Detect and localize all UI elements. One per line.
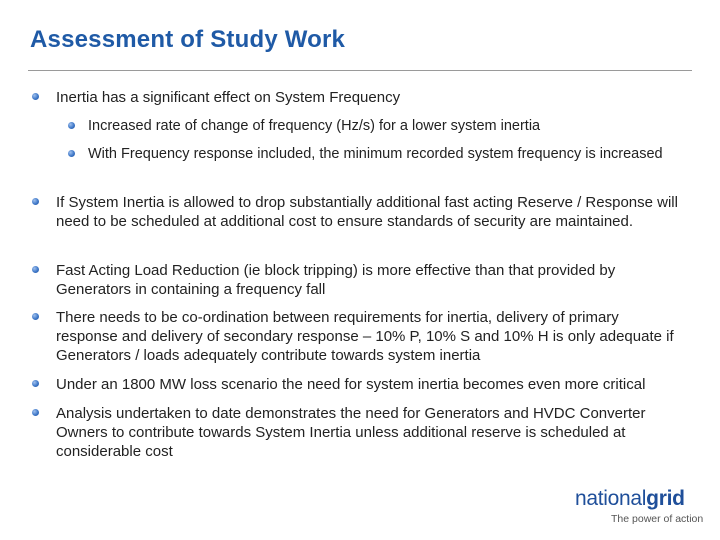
bullet-text: There needs to be co-ordination between requirements for inertia, delivery of primary response and delivery of secondary response – 10% P, 10% S and 10% H is only adequate if Generators / loads adequately contribute towards system inertia (56, 309, 674, 364)
bullet-text: If System Inertia is allowed to drop substantially additional fast acting Reserve / Response will need to be scheduled at additional cost to ensure standards of security are maintained. (56, 194, 678, 230)
bullet-dot-icon (68, 150, 75, 157)
bullet-item (56, 88, 676, 107)
bullet-item (56, 193, 696, 231)
sub-bullet-item (88, 145, 678, 164)
bullet-text: Increased rate of change of frequency (Hz/s) for a lower system inertia (88, 118, 541, 134)
bullet-dot-icon (68, 122, 75, 129)
bullet-item (56, 308, 681, 365)
bullet-item (56, 404, 696, 461)
logo-wordmark (575, 488, 705, 510)
bullet-item (56, 375, 706, 394)
bullet-dot-icon (32, 93, 39, 100)
bullet-item (56, 261, 681, 299)
logo-name-part2: grid (646, 487, 685, 510)
bullet-text: With Frequency response included, the minimum recorded system frequency is increased (88, 146, 663, 162)
bullet-text: Under an 1800 MW loss scenario the need for system inertia becomes even more critical (56, 376, 646, 393)
bullet-text: Inertia has a significant effect on System Frequency (56, 89, 401, 106)
bullet-dot-icon (32, 313, 39, 320)
bullet-dot-icon (32, 198, 39, 205)
bullet-dot-icon (32, 266, 39, 273)
bullet-text: Fast Acting Load Reduction (ie block tripping) is more effective than that provided by Generators in containing a frequency fall (56, 262, 616, 298)
national-grid-logo (575, 488, 705, 532)
bullet-text: Analysis undertaken to date demonstrates the need for Generators and HVDC Converter Owners to contribute towards System Inertia unless additional reserve is scheduled at considerable cost (56, 405, 646, 460)
bullet-dot-icon (32, 409, 39, 416)
logo-tagline: The power of action (611, 513, 704, 525)
slide-title: Assessment of Study Work (30, 26, 346, 53)
sub-bullet-item (88, 117, 688, 136)
logo-name-part1: national (575, 487, 647, 510)
bullet-dot-icon (32, 380, 39, 387)
